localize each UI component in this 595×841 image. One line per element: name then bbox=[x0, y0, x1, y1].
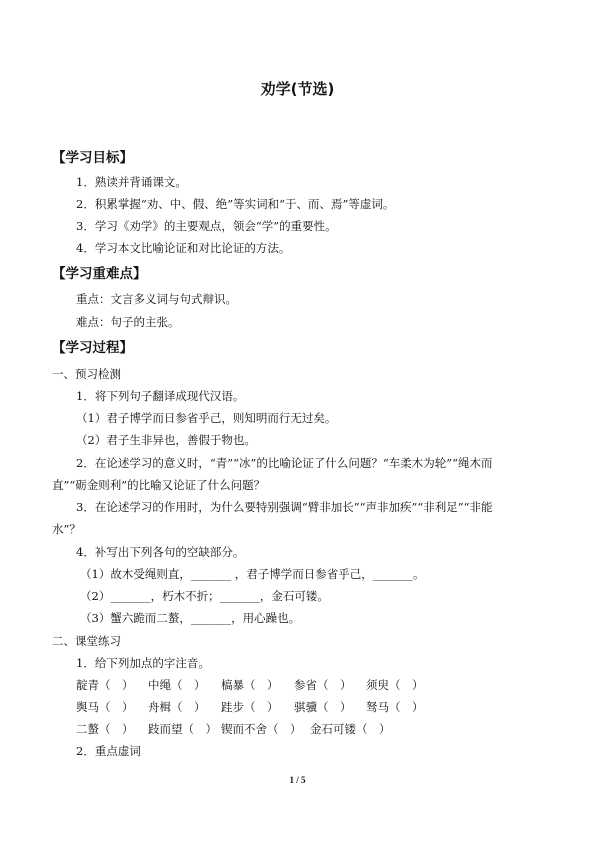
question-4c: （3）蟹六跪而二螯，_______，用心躁也。 bbox=[80, 611, 301, 625]
question-2-line2: 直”“砺金则利”的比喻又论证了什么问题？ bbox=[52, 478, 266, 492]
pinyin-item: 中绳（ ） bbox=[148, 678, 206, 692]
part2-question-2: 2．重点虚词 bbox=[76, 744, 141, 758]
page-number: 1 / 5 bbox=[289, 775, 306, 785]
goal-item-1: 1．熟读并背诵课文。 bbox=[76, 175, 187, 189]
key-points-heading: 【学习重难点】 bbox=[52, 266, 147, 282]
key-point-item-1: 重点：文言多义词与句式辩识。 bbox=[76, 292, 237, 306]
key-point-item-2: 难点：句子的主张。 bbox=[76, 315, 180, 329]
question-2-line1: 2．在论述学习的意义时，“青”“冰”的比喻论证了什么问题？“车柔木为轮”“绳木而 bbox=[76, 456, 493, 470]
part1-title: 一、预习检测 bbox=[52, 367, 121, 381]
goal-item-3: 3．学习《劝学》的主要观点，领会“学”的重要性。 bbox=[76, 219, 337, 233]
pinyin-item: 锲而不舍（ ） bbox=[221, 722, 302, 736]
question-4: 4．补写出下列各句的空缺部分。 bbox=[76, 545, 245, 559]
pinyin-item: 金石可镂（ ） bbox=[310, 722, 391, 736]
pinyin-item: 参省（ ） bbox=[294, 678, 352, 692]
question-4b: （2）_______，朽木不折；_______，金石可镂。 bbox=[80, 589, 329, 603]
process-heading: 【学习过程】 bbox=[52, 340, 133, 356]
goal-item-4: 4．学习本文比喻论证和对比论证的方法。 bbox=[76, 241, 291, 255]
goal-item-2: 2．积累掌握“劝、中、假、绝”等实词和“于、而、焉”等虚词。 bbox=[76, 197, 395, 211]
question-1: 1．将下列句子翻译成现代汉语。 bbox=[76, 389, 245, 403]
goals-heading: 【学习目标】 bbox=[52, 150, 133, 166]
pinyin-item: 二螯（ ） bbox=[76, 722, 134, 736]
pinyin-item: 须臾（ ） bbox=[366, 678, 424, 692]
question-1a: （1）君子博学而日参省乎己，则知明而行无过矣。 bbox=[76, 411, 337, 425]
part2-question-1: 1．给下列加点的字注音。 bbox=[76, 656, 210, 670]
question-3-line1: 3．在论述学习的作用时，为什么要特别强调“臂非加长”“声非加疾”“非利足”“非能 bbox=[76, 500, 493, 514]
question-1b: （2）君子生非异也，善假于物也。 bbox=[76, 433, 256, 447]
pinyin-item: 驽马（ ） bbox=[366, 700, 424, 714]
part2-title: 二、课堂练习 bbox=[52, 634, 121, 648]
question-3-line2: 水”？ bbox=[52, 522, 81, 536]
pinyin-item: 骐骥（ ） bbox=[294, 700, 352, 714]
page-title: 劝学(节选) bbox=[260, 80, 335, 98]
pinyin-item: 跂而望（ ） bbox=[148, 722, 217, 736]
pinyin-item: 舟楫（ ） bbox=[148, 700, 206, 714]
pinyin-item: 靛青（ ） bbox=[76, 678, 134, 692]
pinyin-item: 跬步（ ） bbox=[221, 700, 279, 714]
question-4a: （1）故木受绳则直，_______ ，君子博学而日参省乎己，_______。 bbox=[80, 567, 425, 581]
pinyin-item: 槁暴（ ） bbox=[221, 678, 279, 692]
pinyin-item: 舆马（ ） bbox=[76, 700, 134, 714]
